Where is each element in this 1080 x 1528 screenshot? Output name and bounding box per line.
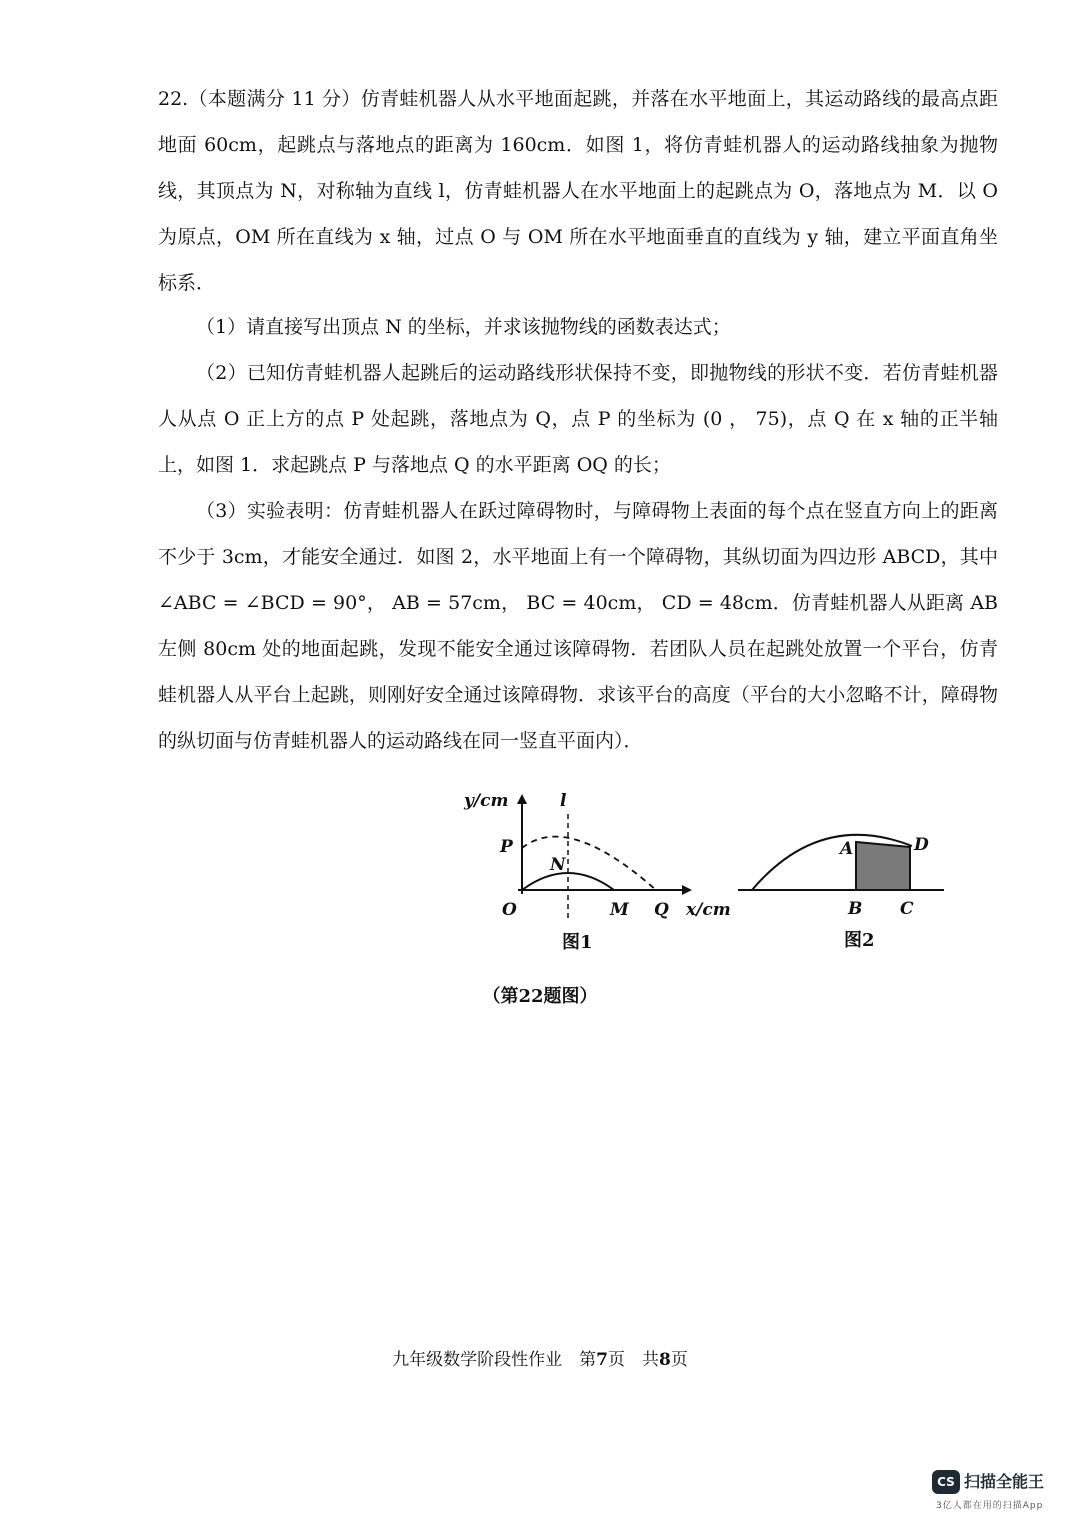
figure-1	[456, 780, 756, 960]
y-axis-arrow	[517, 794, 527, 804]
point-m-label: M	[610, 900, 629, 920]
figure-1-caption: 图1	[562, 932, 593, 953]
point-c-label: C	[900, 899, 914, 919]
footer-page-prefix: 第	[579, 1350, 597, 1370]
y-axis-label: y/cm	[464, 791, 509, 811]
point-p-label: P	[500, 837, 513, 857]
page-footer	[0, 1345, 1080, 1370]
point-o-label: O	[502, 900, 517, 920]
axis-of-symmetry-label: l	[560, 791, 567, 811]
question-2: （2）已知仿青蛙机器人起跳后的运动路线形状保持不变，即抛物线的形状不变．若仿青蛙机器人从点 O 正上方的点 P 处起跳，落地点为 Q，点 P 的坐标为 (0 ， 75)，点 Q 在 x 轴的正半轴上，如图 1．求起跳点 P 与落地点 Q 的水平距离 OQ 的长；	[158, 362, 998, 476]
point-q-label: Q	[654, 900, 669, 920]
question-3: （3）实验表明：仿青蛙机器人在跃过障碍物时，与障碍物上表面的每个点在竖直方向上的距离不少于 3cm，才能安全通过．如图 2，水平地面上有一个障碍物，其纵切面为四边形 ABCD，其中 ∠ABC = ∠BCD = 90°， AB = 57cm， BC = 40cm， CD = 48cm．仿青蛙机器人从距离 AB 左侧 80cm 处的地面起跳，发现不能安全通过该障碍物．若团队人员在起跳处放置一个平台，仿青蛙机器人从平台上起跳，则刚好安全通过该障碍物．求该平台的高度（平台的大小忽略不计，障碍物的纵切面与仿青蛙机器人的运动路线在同一竖直平面内）．	[158, 500, 998, 752]
scanner-logo-icon: CS	[932, 1470, 960, 1494]
figure-2-caption: 图2	[844, 930, 875, 951]
question-1: （1）请直接写出顶点 N 的坐标，并求该抛物线的函数表达式；	[196, 316, 731, 338]
footer-page-current: 7	[596, 1350, 608, 1370]
x-axis-label: x/cm	[686, 900, 731, 920]
footer-page-suffix: 页	[670, 1350, 688, 1370]
point-n-label: N	[550, 855, 566, 875]
figure-2	[730, 780, 960, 960]
point-a-label: A	[840, 839, 854, 859]
dashed-parabola-pq	[522, 837, 656, 890]
scanner-watermark	[932, 1466, 1056, 1514]
footer-page-total: 8	[659, 1350, 671, 1370]
x-axis-arrow	[682, 885, 692, 895]
obstacle-abcd	[856, 842, 910, 890]
problem-figure-caption: （第22题图）	[482, 986, 598, 1007]
problem-intro: 22.（本题满分 11 分）仿青蛙机器人从水平地面起跳，并落在水平地面上，其运动路线的最高点距地面 60cm，起跳点与落地点的距离为 160cm．如图 1，将仿青蛙机器人的运动路线抽象为抛物线，其顶点为 N，对称轴为直线 l，仿青蛙机器人在水平地面上的起跳点为 O，落地点为 M．以 O 为原点，OM 所在直线为 x 轴，过点 O 与 OM 所在水平地面垂直的直线为 y 轴，建立平面直角坐标系．	[158, 88, 998, 294]
scanner-brand: 扫描全能王	[964, 1472, 1045, 1491]
footer-page-mid: 页 共	[608, 1350, 659, 1370]
point-d-label: D	[914, 835, 929, 855]
scanner-tagline: 3亿人都在用的扫描App	[936, 1501, 1044, 1511]
point-b-label: B	[848, 899, 863, 919]
footer-subject: 九年级数学阶段性作业	[392, 1350, 563, 1370]
